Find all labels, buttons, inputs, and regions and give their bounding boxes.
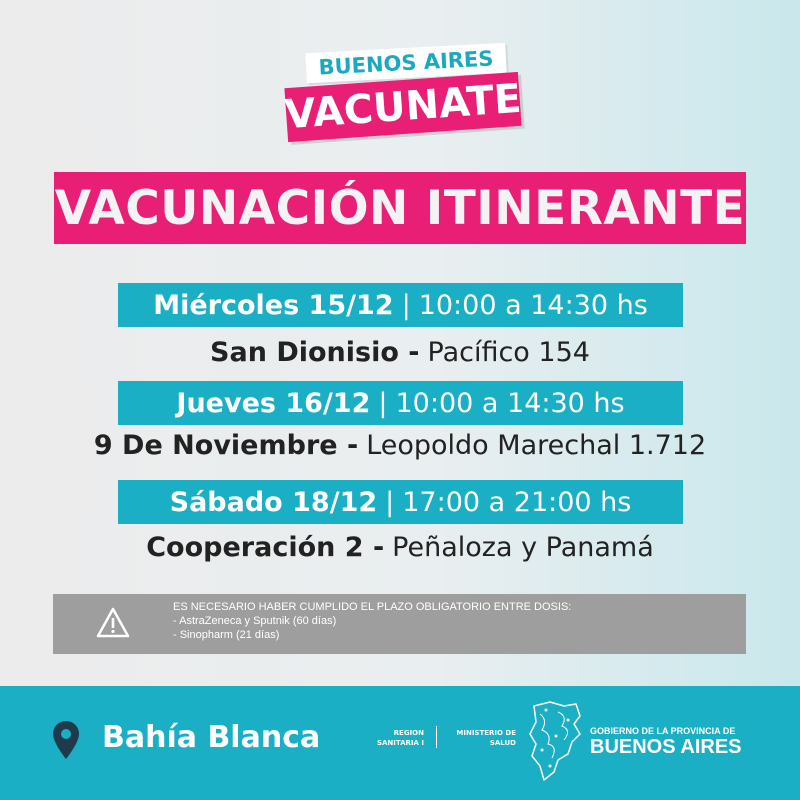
schedule-location bbox=[60, 332, 740, 372]
divider bbox=[436, 726, 437, 748]
ministry-line: SALUD bbox=[489, 739, 516, 747]
region-label bbox=[360, 728, 424, 748]
notice-line: ES NECESARIO HABER CUMPLIDO EL PLAZO OBLIGATORIO ENTRE DOSIS: bbox=[173, 601, 572, 613]
logo-top-label: BUENOS AIRES bbox=[305, 43, 506, 83]
region-line: SANITARIA I bbox=[376, 739, 424, 747]
schedule-date-bar bbox=[118, 381, 683, 425]
schedule-date-bar bbox=[118, 283, 683, 327]
region-line: REGION bbox=[393, 729, 424, 737]
footer bbox=[0, 686, 800, 800]
schedule-location bbox=[60, 527, 740, 567]
schedule-separator: | bbox=[385, 486, 395, 518]
schedule-place: 9 De Noviembre - bbox=[93, 429, 359, 461]
ministry-line: MINISTERIO DE bbox=[456, 729, 516, 737]
city-name: Bahía Blanca bbox=[102, 720, 321, 755]
notice-line: - AstraZeneca y Sputnik (60 días) bbox=[173, 615, 337, 627]
dose-interval-notice bbox=[53, 594, 746, 654]
schedule-address: Peñaloza y Panamá bbox=[392, 531, 654, 563]
schedule-address: Pacífico 154 bbox=[427, 336, 590, 368]
warning-icon bbox=[95, 606, 131, 640]
schedule-place: San Dionisio - bbox=[210, 336, 420, 368]
schedule-address: Leopoldo Marechal 1.712 bbox=[366, 429, 707, 461]
ministry-label bbox=[444, 728, 516, 748]
government-label: GOBIERNO DE LA PROVINCIA DE bbox=[590, 726, 736, 736]
schedule-day: Miércoles 15/12 bbox=[153, 289, 394, 321]
schedule-separator: | bbox=[378, 387, 388, 419]
notice-line: - Sinopharm (21 días) bbox=[173, 629, 280, 641]
schedule-day: Sábado 18/12 bbox=[169, 486, 378, 518]
location-pin-icon bbox=[52, 720, 80, 760]
schedule-date-bar bbox=[118, 480, 683, 524]
province-name: BUENOS AIRES bbox=[590, 736, 742, 758]
notice-text bbox=[173, 600, 571, 642]
schedule-location bbox=[60, 425, 740, 465]
schedule-separator: | bbox=[401, 289, 411, 321]
province-map-emblem-icon bbox=[528, 700, 582, 782]
logo-main-label: VACUNATE bbox=[284, 72, 521, 142]
schedule-place: Cooperación 2 - bbox=[146, 531, 385, 563]
schedule-time: 10:00 a 14:30 hs bbox=[418, 289, 648, 321]
schedule-time: 10:00 a 14:30 hs bbox=[395, 387, 625, 419]
schedule-day: Jueves 16/12 bbox=[176, 387, 371, 419]
schedule-time: 17:00 a 21:00 hs bbox=[402, 486, 632, 518]
page-title: VACUNACIÓN ITINERANTE bbox=[54, 172, 746, 244]
vacunate-logo bbox=[282, 44, 526, 140]
